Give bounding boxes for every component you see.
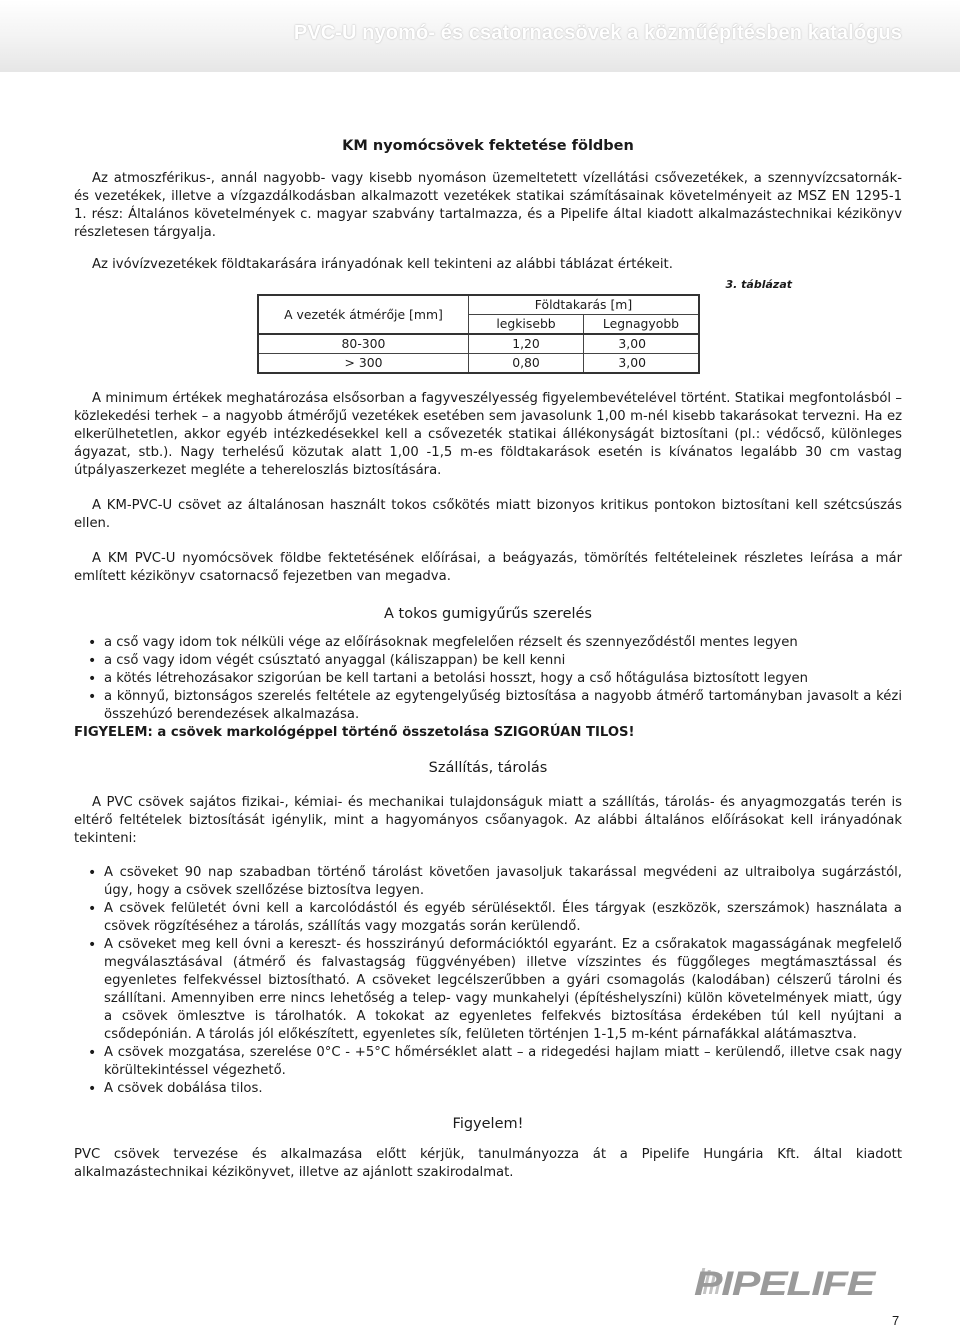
catalog-title: PVC-U nyomó- és csatornacsövek a közműépítésben katalógus bbox=[293, 22, 902, 44]
pipelife-logo bbox=[688, 1260, 888, 1304]
table-cell: 80-300 bbox=[258, 334, 469, 354]
list-item: • a könnyű, biztonságos szerelés feltétele az egytengelyűség biztosítása a nagyobb átmérő tartományban javasolt a kézi összehúzó berendezések alkalmazása. bbox=[74, 688, 902, 724]
table-cell: 3,00 bbox=[584, 354, 700, 374]
paragraph-socket-joint: A KM-PVC-U csövet az általánosan használt tokos csőkötés miatt bizonyos kritikus pontokon biztosítani kell szétcsúszás ellen. bbox=[74, 498, 902, 531]
list-item: • A csövek felületét óvni kell a karcolódástól és egyéb sérülésektől. Éles tárgyak (eszközök, szerszámok) használata a csövek rögzítéséhez a tárolás, szállítás vagy mozgatás során kerülendő. bbox=[74, 900, 902, 936]
list-item: • a cső vagy idom tok nélküli vége az előírásoknak megfelelően rézselt és szennyeződéstől mentes legyen bbox=[74, 634, 902, 652]
table-header-max: Legnagyobb bbox=[584, 315, 700, 335]
page-header bbox=[0, 0, 960, 72]
paragraph-table-intro: Az ivóvízvezetékek földtakarására irányadónak kell tekinteni az alábbi táblázat értékeit. bbox=[92, 257, 673, 272]
section-heading-transport: Szállítás, tárolás bbox=[428, 760, 548, 776]
paragraph-intro: Az atmoszférikus-, annál nagyobb- vagy kisebb nyomáson üzemeltetett vízellátási csővezetékek, a szennyvízcsatornák- és vezetékek, illetve a vízgazdálkodásban alkalmazott vezetékek statikai számításainak követelményeit az MSZ EN 1295-1 1. rész: Általános követelmények c. magyar szabvány tartalmazza, és a Pipelife által kiadott alkalmazástechnikai kézikönyv részletesen tárgyalja. bbox=[74, 171, 902, 240]
table-row bbox=[258, 354, 699, 374]
section-heading-laying: KM nyomócsövek fektetése földben bbox=[342, 138, 634, 154]
table-cell: 0,80 bbox=[469, 354, 584, 374]
page-content bbox=[74, 136, 902, 1182]
list-item: • A csöveket 90 nap szabadban történő tárolást követően javasoljuk takarással megvédeni az ultraibolya sugárzástól, úgy, hogy a csövek szellőzése biztosítva legyen. bbox=[74, 864, 902, 900]
paragraph-transport-intro: A PVC csövek sajátos fizikai-, kémiai- és mechanikai tulajdonságuk miatt a szállítás, tárolás- és anyagmozgatás terén is eltérő feltételek biztosítását igénylik, mint a hagyományos csőanyagok. Az alábbi általános előírásokat kell irányadónak tekinteni: bbox=[74, 795, 902, 846]
svg-text:PIPELIFE: PIPELIFE bbox=[694, 1265, 877, 1303]
page-number: 7 bbox=[892, 1313, 900, 1328]
transport-list bbox=[74, 864, 902, 1098]
soil-cover-table bbox=[257, 294, 700, 374]
table-header-diameter: A vezeték átmérője [mm] bbox=[258, 295, 469, 334]
table-row bbox=[258, 334, 699, 354]
table-cell: > 300 bbox=[258, 354, 469, 374]
warning-text: FIGYELEM: a csövek markológéppel történő összetolása SZIGORÚAN TILOS! bbox=[74, 725, 635, 740]
list-item: • a cső vagy idom végét csúsztató anyaggal (káliszappan) be kell kenni bbox=[74, 652, 902, 670]
table-header-min: legkisebb bbox=[469, 315, 584, 335]
paragraph-attention: PVC csövek tervezése és alkalmazása előtt kérjük, tanulmányozza át a Pipelife Hungária Kft. által kiadott alkalmazástechnikai kézikönyvet, illetve az ajánlott szakirodalmat. bbox=[74, 1147, 902, 1180]
table-caption: 3. táblázat bbox=[725, 278, 792, 291]
section-heading-gasket: A tokos gumigyűrűs szerelés bbox=[384, 606, 592, 622]
list-item: • a kötés létrehozásakor szigorúan be kell tartani a betolási hosszt, hogy a cső hőtágulása biztosított legyen bbox=[74, 670, 902, 688]
paragraph-handbook: A KM PVC-U nyomócsövek földbe fektetésének előírásai, a beágyazás, tömörítés feltételeinek részletes leírása a már említett kézikönyv csatornacső fejezetben van megadva. bbox=[74, 551, 902, 584]
list-item: • A csöveket meg kell óvni a kereszt- és hosszirányú deformációktól egyaránt. Ez a csőrakatok magasságának megfelelő megválasztásával (átmérő és falvastagság függvényében) illetve vízszintes és függőleges megtámasztással és egyenletes felfekvéssel biztosítható. A csöveket legcélszerűbben a gyári csomagolás (kalodában) célszerű tárolni és szállítani. Amennyiben erre nincs lehetőség a telep- vagy munkahelyi (építéshelyszíni) külön követelmények miatt, úgy a csövek ömlesztve is tárolhatók. A tokokat az egyenletes felfekvés biztosítása érdekében túl kell nyújtani a csődepónián. A tárolás jól előkészített, egyenletes sík, felületen történjen 1-1,5 m-ként párnafákkal alátámasztva. bbox=[74, 936, 902, 1044]
table-cell: 3,00 bbox=[584, 334, 700, 354]
gasket-list bbox=[74, 634, 902, 724]
paragraph-minimum-values: A minimum értékek meghatározása elsősorban a fagyveszélyesség figyelembevételével történt. Statikai megfontolásból – közlekedési terhek – a nagyobb átmérőjű vezetékek esetében sem javasolunk 1,00 m-nél kisebb takarásokat tervezni. Ha ez elkerülhetetlen, akkor egyéb intézkedésekkel kell a csővezeték statikai állékonyságát biztosítani (pl.: védőcső, különleges ágyazat, stb.). Nagy terhelésű közutak alatt 1,00 -1,5 m-es földtakarások esetén is kívánatos legalább 30 cm vastag útpályaszerkezet megléte a tehereloszlás biztosítására. bbox=[74, 391, 902, 478]
table-header-cover: Földtakarás [m] bbox=[469, 295, 700, 315]
list-item: • A csövek mozgatása, szerelése 0°C - +5°C hőmérséklet alatt – a ridegedési hajlam miatt – kerülendő, illetve csak nagy körültekintéssel végezhető. bbox=[74, 1044, 902, 1080]
table-cell: 1,20 bbox=[469, 334, 584, 354]
section-heading-attention: Figyelem! bbox=[452, 1116, 524, 1132]
list-item: • A csövek dobálása tilos. bbox=[74, 1080, 902, 1098]
pipelife-logo-graphic bbox=[688, 1260, 888, 1304]
